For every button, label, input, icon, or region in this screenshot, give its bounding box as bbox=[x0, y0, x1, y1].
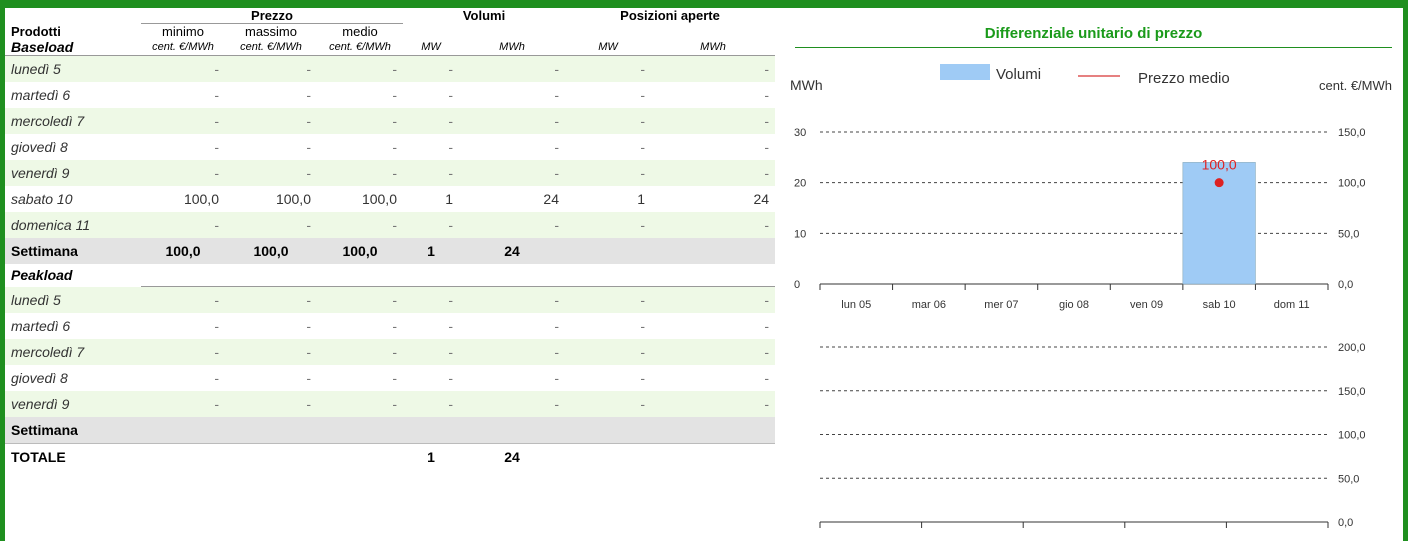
summary-empty bbox=[651, 417, 775, 444]
header-min: minimo bbox=[141, 24, 225, 40]
table-row bbox=[5, 108, 775, 134]
week-summary-row bbox=[5, 238, 775, 264]
y2-tick-label: 0,0 bbox=[1338, 279, 1354, 291]
table-row bbox=[5, 391, 775, 417]
total-empty bbox=[565, 444, 651, 471]
header-avg: medio bbox=[317, 24, 403, 40]
peakload-header-cell bbox=[651, 264, 775, 287]
y2-tick-label: 150,0 bbox=[1338, 385, 1366, 398]
day-label: mercoledì 7 bbox=[5, 339, 141, 365]
x-tick-label: gio 08 bbox=[1059, 299, 1089, 311]
y2-tick-label: 50,0 bbox=[1338, 473, 1360, 486]
cell-mwh: - bbox=[459, 391, 565, 417]
cell-mwh: - bbox=[459, 160, 565, 186]
cell-avg: - bbox=[392, 318, 397, 334]
day-label: lunedì 5 bbox=[5, 56, 141, 83]
cell-mw: 1 bbox=[445, 191, 453, 207]
section-peakload: Peakload bbox=[11, 267, 73, 284]
y2-axis-label: cent. €/MWh bbox=[1319, 78, 1392, 93]
cell-avg: - bbox=[317, 339, 403, 365]
header-price: Prezzo bbox=[251, 8, 293, 23]
day-label: lunedì 5 bbox=[5, 287, 141, 314]
total-mw: 1 bbox=[403, 444, 459, 471]
summary-min bbox=[141, 417, 225, 444]
cell-mw: - bbox=[403, 108, 459, 134]
peakload-header-cell bbox=[565, 264, 651, 287]
summary-mwh: 24 bbox=[459, 238, 565, 264]
cell-pmw: - bbox=[640, 318, 645, 334]
summary-mw bbox=[403, 417, 459, 444]
x-tick-label: mer 07 bbox=[984, 299, 1019, 311]
cell-mw: - bbox=[448, 318, 453, 334]
cell-max: - bbox=[225, 287, 317, 314]
cell-pmw: - bbox=[565, 391, 651, 417]
cell-pmw: - bbox=[640, 370, 645, 386]
cell-mwh: - bbox=[459, 212, 565, 238]
unit-max: cent. €/MWh bbox=[225, 39, 317, 56]
chart-title: Differenziale unitario di prezzo bbox=[795, 20, 1392, 48]
cell-pmwh: - bbox=[651, 391, 775, 417]
cell-avg: - bbox=[317, 56, 403, 83]
market-results-table bbox=[5, 8, 775, 470]
cell-pmw: - bbox=[565, 108, 651, 134]
day-label: giovedì 8 bbox=[11, 370, 68, 386]
cell-pmw: - bbox=[565, 56, 651, 83]
x-tick-label: ven 09 bbox=[1130, 299, 1164, 311]
unit-pos-mw: MW bbox=[565, 39, 651, 56]
summary-empty bbox=[651, 238, 775, 264]
day-label: mercoledì 7 bbox=[5, 108, 141, 134]
cell-max: - bbox=[225, 391, 317, 417]
cell-mwh: - bbox=[459, 56, 565, 83]
unit-pos-mwh: MWh bbox=[651, 39, 775, 56]
cell-max: - bbox=[306, 318, 311, 334]
cell-avg: - bbox=[392, 370, 397, 386]
x-tick-label: mar 06 bbox=[911, 299, 946, 311]
unit-vol-mwh: MWh bbox=[459, 39, 565, 56]
cell-pmwh: - bbox=[764, 318, 770, 334]
cell-pmw: - bbox=[640, 139, 645, 155]
cell-pmwh: - bbox=[651, 339, 775, 365]
cell-mw: - bbox=[403, 212, 459, 238]
table-row bbox=[5, 212, 775, 238]
cell-min: - bbox=[214, 318, 219, 334]
header-open-positions: Posizioni aperte bbox=[620, 8, 720, 23]
cell-avg: 100,0 bbox=[361, 191, 397, 207]
cell-pmw: 1 bbox=[637, 191, 645, 207]
cell-pmwh: - bbox=[651, 212, 775, 238]
cell-pmw: - bbox=[565, 160, 651, 186]
peakload-header-row bbox=[5, 264, 775, 287]
cell-pmwh: - bbox=[651, 287, 775, 314]
cell-pmwh: - bbox=[651, 108, 775, 134]
total-empty bbox=[225, 444, 317, 471]
summary-max bbox=[225, 417, 317, 444]
table-row bbox=[5, 339, 775, 365]
unit-vol-mw: MW bbox=[403, 39, 459, 56]
cell-pmw: - bbox=[640, 87, 645, 103]
cell-mwh: 24 bbox=[543, 191, 559, 207]
table-row bbox=[5, 365, 775, 391]
cell-mw: - bbox=[448, 370, 453, 386]
cell-avg: - bbox=[317, 287, 403, 314]
table-row bbox=[5, 160, 775, 186]
summary-mwh bbox=[459, 417, 565, 444]
cell-avg: - bbox=[317, 212, 403, 238]
summary-mw: 1 bbox=[403, 238, 459, 264]
peakload-header-cell bbox=[459, 264, 565, 287]
cell-mwh: - bbox=[554, 139, 559, 155]
total-mwh: 24 bbox=[459, 444, 565, 471]
cell-mw: - bbox=[403, 339, 459, 365]
cell-min: - bbox=[141, 160, 225, 186]
cell-max: - bbox=[225, 108, 317, 134]
table-row bbox=[5, 134, 775, 160]
legend-label-price: Prezzo medio bbox=[1138, 70, 1230, 87]
cell-mw: - bbox=[403, 287, 459, 314]
peakload-header-cell bbox=[317, 264, 403, 287]
cell-min: - bbox=[141, 339, 225, 365]
header-max: massimo bbox=[225, 24, 317, 40]
top-bar bbox=[0, 0, 1408, 8]
peakload-header-cell bbox=[403, 264, 459, 287]
table-row bbox=[5, 313, 775, 339]
table-row bbox=[5, 287, 775, 314]
total-row bbox=[5, 444, 775, 471]
summary-label: Settimana bbox=[5, 238, 141, 264]
cell-pmwh: - bbox=[651, 160, 775, 186]
cell-pmwh: - bbox=[764, 139, 770, 155]
cell-min: - bbox=[214, 370, 219, 386]
data-label-price: 100,0 bbox=[1201, 156, 1237, 173]
y-tick-label: 10 bbox=[794, 228, 807, 241]
cell-pmwh: 24 bbox=[753, 191, 770, 207]
cell-pmwh: - bbox=[764, 370, 770, 386]
cell-avg: - bbox=[317, 160, 403, 186]
cell-mwh: - bbox=[554, 87, 559, 103]
cell-mwh: - bbox=[459, 339, 565, 365]
total-empty bbox=[651, 444, 775, 471]
cell-pmwh: - bbox=[651, 56, 775, 83]
cell-avg: - bbox=[392, 139, 397, 155]
y2-tick-label: 100,0 bbox=[1338, 429, 1366, 442]
price-chart bbox=[780, 55, 1400, 535]
summary-label: Settimana bbox=[5, 417, 141, 444]
cell-min: - bbox=[141, 391, 225, 417]
cell-max: - bbox=[306, 87, 311, 103]
table-row bbox=[5, 56, 775, 83]
cell-pmwh: - bbox=[764, 87, 770, 103]
day-label: giovedì 8 bbox=[11, 139, 68, 155]
peakload-header-cell bbox=[225, 264, 317, 287]
legend-swatch-volumes bbox=[940, 64, 990, 80]
cell-max: - bbox=[306, 370, 311, 386]
peakload-header-cell bbox=[141, 264, 225, 287]
day-label: sabato 10 bbox=[11, 191, 73, 207]
cell-max: - bbox=[225, 56, 317, 83]
summary-max: 100,0 bbox=[225, 238, 317, 264]
cell-min: - bbox=[214, 139, 219, 155]
cell-avg: - bbox=[317, 391, 403, 417]
x-tick-label: lun 05 bbox=[841, 299, 872, 311]
cell-mw: - bbox=[448, 87, 453, 103]
header-products: Prodotti bbox=[11, 24, 61, 39]
cell-min: 100,0 bbox=[183, 191, 219, 207]
section-baseload: Baseload bbox=[5, 39, 141, 56]
x-tick-label: sab 10 bbox=[1202, 299, 1236, 311]
y2-tick-label: 50,0 bbox=[1338, 228, 1360, 241]
unit-avg: cent. €/MWh bbox=[317, 39, 403, 56]
cell-mwh: - bbox=[459, 108, 565, 134]
y-tick-label: 30 bbox=[794, 127, 807, 139]
cell-max: - bbox=[225, 339, 317, 365]
cell-mw: - bbox=[448, 139, 453, 155]
y-tick-label: 20 bbox=[794, 177, 807, 190]
day-label: venerdì 9 bbox=[5, 391, 141, 417]
total-empty bbox=[141, 444, 225, 471]
cell-mwh: - bbox=[554, 370, 559, 386]
cell-max: - bbox=[225, 160, 317, 186]
summary-avg bbox=[317, 417, 403, 444]
cell-mw: - bbox=[403, 160, 459, 186]
table-row bbox=[5, 186, 775, 212]
cell-min: - bbox=[141, 56, 225, 83]
summary-empty bbox=[565, 238, 651, 264]
total-label: TOTALE bbox=[5, 444, 141, 471]
x-tick-label: dom 11 bbox=[1273, 299, 1310, 311]
cell-pmw: - bbox=[565, 339, 651, 365]
summary-empty bbox=[565, 417, 651, 444]
cell-avg: - bbox=[317, 108, 403, 134]
day-label: venerdì 9 bbox=[5, 160, 141, 186]
cell-mwh: - bbox=[554, 318, 559, 334]
cell-mw: - bbox=[403, 56, 459, 83]
cell-max: - bbox=[306, 139, 311, 155]
day-label: martedì 6 bbox=[11, 87, 71, 103]
y2-tick-label: 200,0 bbox=[1338, 342, 1366, 354]
y-tick-label: 0 bbox=[794, 279, 801, 291]
y-axis-label: MWh bbox=[790, 77, 823, 93]
y2-tick-label: 150,0 bbox=[1338, 127, 1366, 139]
table-row bbox=[5, 82, 775, 108]
cell-min: - bbox=[141, 108, 225, 134]
y2-tick-label: 100,0 bbox=[1338, 177, 1366, 190]
total-empty bbox=[317, 444, 403, 471]
cell-min: - bbox=[141, 287, 225, 314]
header-volumes: Volumi bbox=[462, 8, 506, 23]
summary-min: 100,0 bbox=[141, 238, 225, 264]
cell-max: 100,0 bbox=[275, 191, 311, 207]
legend-label-volumes: Volumi bbox=[996, 66, 1042, 83]
day-label: domenica 11 bbox=[5, 212, 141, 238]
cell-avg: - bbox=[392, 87, 397, 103]
cell-pmw: - bbox=[565, 212, 651, 238]
summary-avg: 100,0 bbox=[317, 238, 403, 264]
day-label: martedì 6 bbox=[11, 318, 71, 334]
cell-pmw: - bbox=[565, 287, 651, 314]
point-price bbox=[1215, 178, 1224, 187]
cell-min: - bbox=[214, 87, 219, 103]
cell-min: - bbox=[141, 212, 225, 238]
cell-mwh: - bbox=[459, 287, 565, 314]
week-summary-row bbox=[5, 417, 775, 444]
unit-min: cent. €/MWh bbox=[141, 39, 225, 56]
y2-tick-label: 0,0 bbox=[1338, 517, 1354, 529]
cell-mw: - bbox=[403, 391, 459, 417]
cell-max: - bbox=[225, 212, 317, 238]
